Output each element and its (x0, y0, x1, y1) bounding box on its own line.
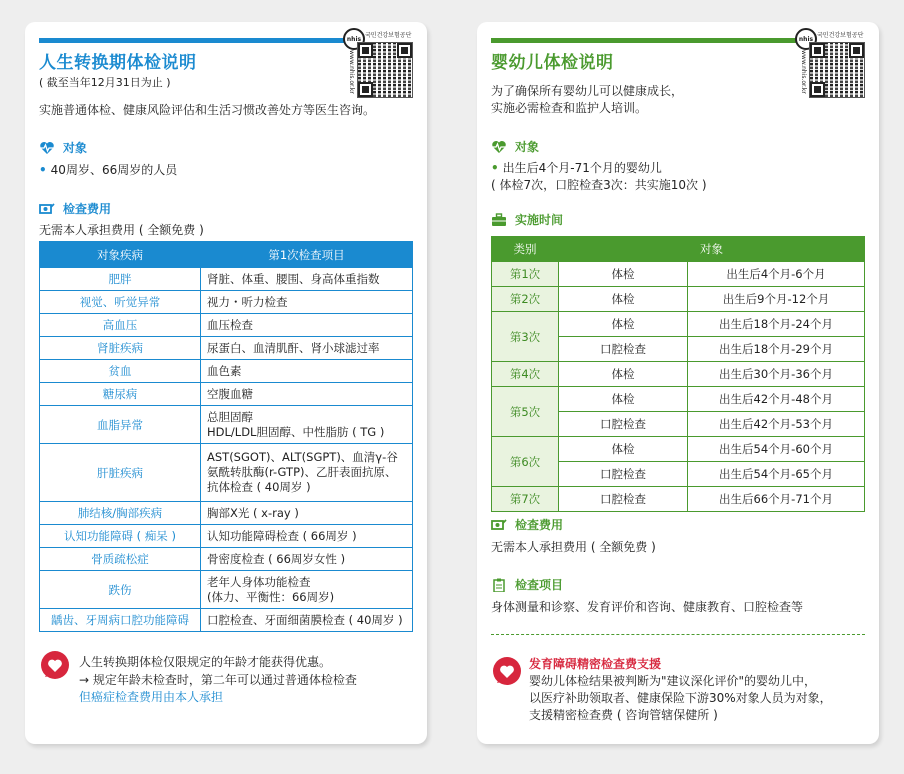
table-row (40, 444, 413, 502)
disease-cell: 肾脏疾病 (40, 337, 201, 360)
site-url: www.nhis.or.kr (800, 50, 807, 94)
divider (491, 634, 865, 635)
table-row (492, 487, 865, 512)
fee-text: 无需本人承担费用 ( 全额免费 ) (39, 223, 204, 237)
age-range-cell: 出生后54个月-60个月 (688, 437, 865, 462)
target-line1: • 出生后4个月-71个月的婴幼儿 (491, 161, 662, 175)
visit-number-cell: 第3次 (492, 312, 559, 362)
table-header: 第1次检查项目 (201, 242, 413, 268)
table-row (40, 360, 413, 383)
support-line2: 以医疗补助领取者、健康保险下游30%对象人员为对象， (529, 691, 832, 705)
exam-type-cell: 体检 (559, 362, 688, 387)
table-row (40, 502, 413, 525)
description: 实施普通体检、健康风险评估和生活习惯改善处方等医生咨询。 (39, 103, 376, 117)
disease-cell: 高血压 (40, 314, 201, 337)
adult-checkup-card (25, 22, 427, 744)
fee-heading: 检查费用 (39, 200, 111, 217)
site-url: www.nhis.or.kr (348, 50, 355, 94)
table-row (492, 437, 865, 462)
items-heading: 检查项目 (491, 576, 563, 593)
age-range-cell: 出生后30个月-36个月 (688, 362, 865, 387)
qr-block[interactable] (795, 28, 865, 96)
checkup-items-table (39, 241, 413, 632)
table-row (40, 406, 413, 444)
table-row (492, 312, 865, 337)
visit-number-cell: 第7次 (492, 487, 559, 512)
visit-number-cell: 第6次 (492, 437, 559, 487)
heartbeat-icon (491, 140, 507, 154)
title-accent-bar (491, 38, 809, 43)
items-text: 身体测量和诊察、发育评价和咨询、健康教育、口腔检查等 (491, 600, 804, 614)
money-icon (491, 518, 507, 532)
subtitle: ( 截至当年12月31日为止 ) (39, 76, 171, 89)
exam-type-cell: 体检 (559, 312, 688, 337)
description-line1: 为了确保所有婴幼儿可以健康成长， (491, 84, 684, 98)
exam-cell: 口腔检查、牙面细菌膜检查 ( 40周岁 ) (201, 609, 413, 632)
heart-notice-icon (491, 656, 523, 688)
exam-cell: 总胆固醇 HDL/LDL胆固醇、中性脂肪 ( TG ) (201, 406, 413, 444)
qr-block[interactable] (343, 28, 413, 96)
exam-cell: 骨密度检查 ( 66周岁女性 ) (201, 548, 413, 571)
age-range-cell: 出生后66个月-71个月 (688, 487, 865, 512)
schedule-table (491, 236, 865, 512)
exam-cell: 视力・听力检查 (201, 291, 413, 314)
disease-cell: 龋齿、牙周病口腔功能障碍 (40, 609, 201, 632)
exam-cell: 尿蛋白、血清肌酐、肾小球滤过率 (201, 337, 413, 360)
table-row (40, 314, 413, 337)
exam-type-cell: 体检 (559, 437, 688, 462)
disease-cell: 认知功能障碍 ( 痴呆 ) (40, 525, 201, 548)
fee-heading: 检查费用 (491, 516, 563, 533)
age-range-cell: 出生后54个月-65个月 (688, 462, 865, 487)
description-line2: 实施必需检查和监护人培训。 (491, 101, 648, 115)
exam-type-cell: 体检 (559, 287, 688, 312)
table-row (40, 525, 413, 548)
exam-type-cell: 口腔检查 (559, 487, 688, 512)
support-heading: 发育障碍精密检查费支援 (529, 657, 662, 671)
target-text: • 40周岁、66周岁的人员 (39, 163, 178, 177)
visit-number-cell: 第5次 (492, 387, 559, 437)
fee-text: 无需本人承担费用 ( 全额免费 ) (491, 540, 656, 554)
target-line2: ( 体检7次，口腔检查3次：共实施10次 ) (491, 178, 707, 192)
table-row (40, 548, 413, 571)
disease-cell: 肝脏疾病 (40, 444, 201, 502)
heart-notice-icon (39, 650, 71, 682)
disease-cell: 贫血 (40, 360, 201, 383)
exam-cell: 认知功能障碍检查 ( 66周岁 ) (201, 525, 413, 548)
visit-number-cell: 第1次 (492, 262, 559, 287)
exam-cell: 空腹血糖 (201, 383, 413, 406)
table-row (40, 571, 413, 609)
notice-line2: → 规定年龄未检查时，第二年可以通过普通体检检查 (79, 673, 357, 687)
disease-cell: 骨质疏松症 (40, 548, 201, 571)
age-range-cell: 出生后18个月-29个月 (688, 337, 865, 362)
nhis-logo-icon: nhis (795, 28, 817, 50)
table-row (492, 362, 865, 387)
money-icon (39, 202, 55, 216)
agency-name: 국민건강보험공단 (365, 32, 412, 39)
notice-line3: 但癌症检查费用由本人承担 (79, 690, 224, 704)
exam-cell: 血色素 (201, 360, 413, 383)
notice-line1: 人生转换期体检仅限规定的年龄才能获得优惠。 (79, 655, 332, 669)
table-header: 对象疾病 (40, 242, 201, 268)
disease-cell: 跌伤 (40, 571, 201, 609)
age-range-cell: 出生后4个月-6个月 (688, 262, 865, 287)
disease-cell: 血脂异常 (40, 406, 201, 444)
exam-cell: 老年人身体功能检查 (体力、平衡性：66周岁) (201, 571, 413, 609)
table-row (40, 291, 413, 314)
infant-checkup-card (477, 22, 879, 744)
target-heading: 对象 (491, 138, 539, 155)
table-row (40, 337, 413, 360)
exam-cell: 血压检查 (201, 314, 413, 337)
table-header: 类别 (492, 237, 559, 262)
exam-cell: AST(SGOT)、ALT(SGPT)、血清γ-谷 氨酰转肽酶(r-GTP)、乙肝表面抗原、 抗体检查 ( 40周岁 ) (201, 444, 413, 502)
target-heading: 对象 (39, 139, 87, 156)
qr-code-icon[interactable] (357, 42, 413, 98)
age-range-cell: 出生后18个月-24个月 (688, 312, 865, 337)
clipboard-icon (491, 578, 507, 592)
table-row (40, 383, 413, 406)
briefcase-icon (491, 213, 507, 227)
visit-number-cell: 第2次 (492, 287, 559, 312)
exam-type-cell: 口腔检查 (559, 462, 688, 487)
page-title: 婴幼儿体检说明 (491, 53, 614, 73)
age-range-cell: 出生后9个月-12个月 (688, 287, 865, 312)
age-range-cell: 出生后42个月-48个月 (688, 387, 865, 412)
table-row (492, 287, 865, 312)
support-line3: 支援精密检查费 ( 咨询管辖保健所 ) (529, 708, 718, 722)
support-line1: 婴幼儿体检结果被判断为"建议深化评价"的婴幼儿中， (529, 674, 817, 688)
period-heading: 实施时间 (491, 211, 563, 228)
table-row (40, 609, 413, 632)
table-row (40, 268, 413, 291)
disease-cell: 糖尿病 (40, 383, 201, 406)
table-row (492, 387, 865, 412)
exam-cell: 胸部X光 ( x-ray ) (201, 502, 413, 525)
title-accent-bar (39, 38, 357, 43)
table-header: 对象 (559, 237, 865, 262)
qr-code-icon[interactable] (809, 42, 865, 98)
age-range-cell: 出生后42个月-53个月 (688, 412, 865, 437)
disease-cell: 肥胖 (40, 268, 201, 291)
table-row (492, 262, 865, 287)
exam-type-cell: 口腔检查 (559, 337, 688, 362)
agency-name: 국민건강보험공단 (817, 32, 864, 39)
page-title: 人生转换期体检说明 (39, 53, 197, 73)
exam-cell: 肾脏、体重、腰围、身高体重指数 (201, 268, 413, 291)
exam-type-cell: 体检 (559, 387, 688, 412)
visit-number-cell: 第4次 (492, 362, 559, 387)
exam-type-cell: 口腔检查 (559, 412, 688, 437)
nhis-logo-icon: nhis (343, 28, 365, 50)
disease-cell: 肺结核/胸部疾病 (40, 502, 201, 525)
exam-type-cell: 体检 (559, 262, 688, 287)
heartbeat-icon (39, 141, 55, 155)
disease-cell: 视觉、听觉异常 (40, 291, 201, 314)
